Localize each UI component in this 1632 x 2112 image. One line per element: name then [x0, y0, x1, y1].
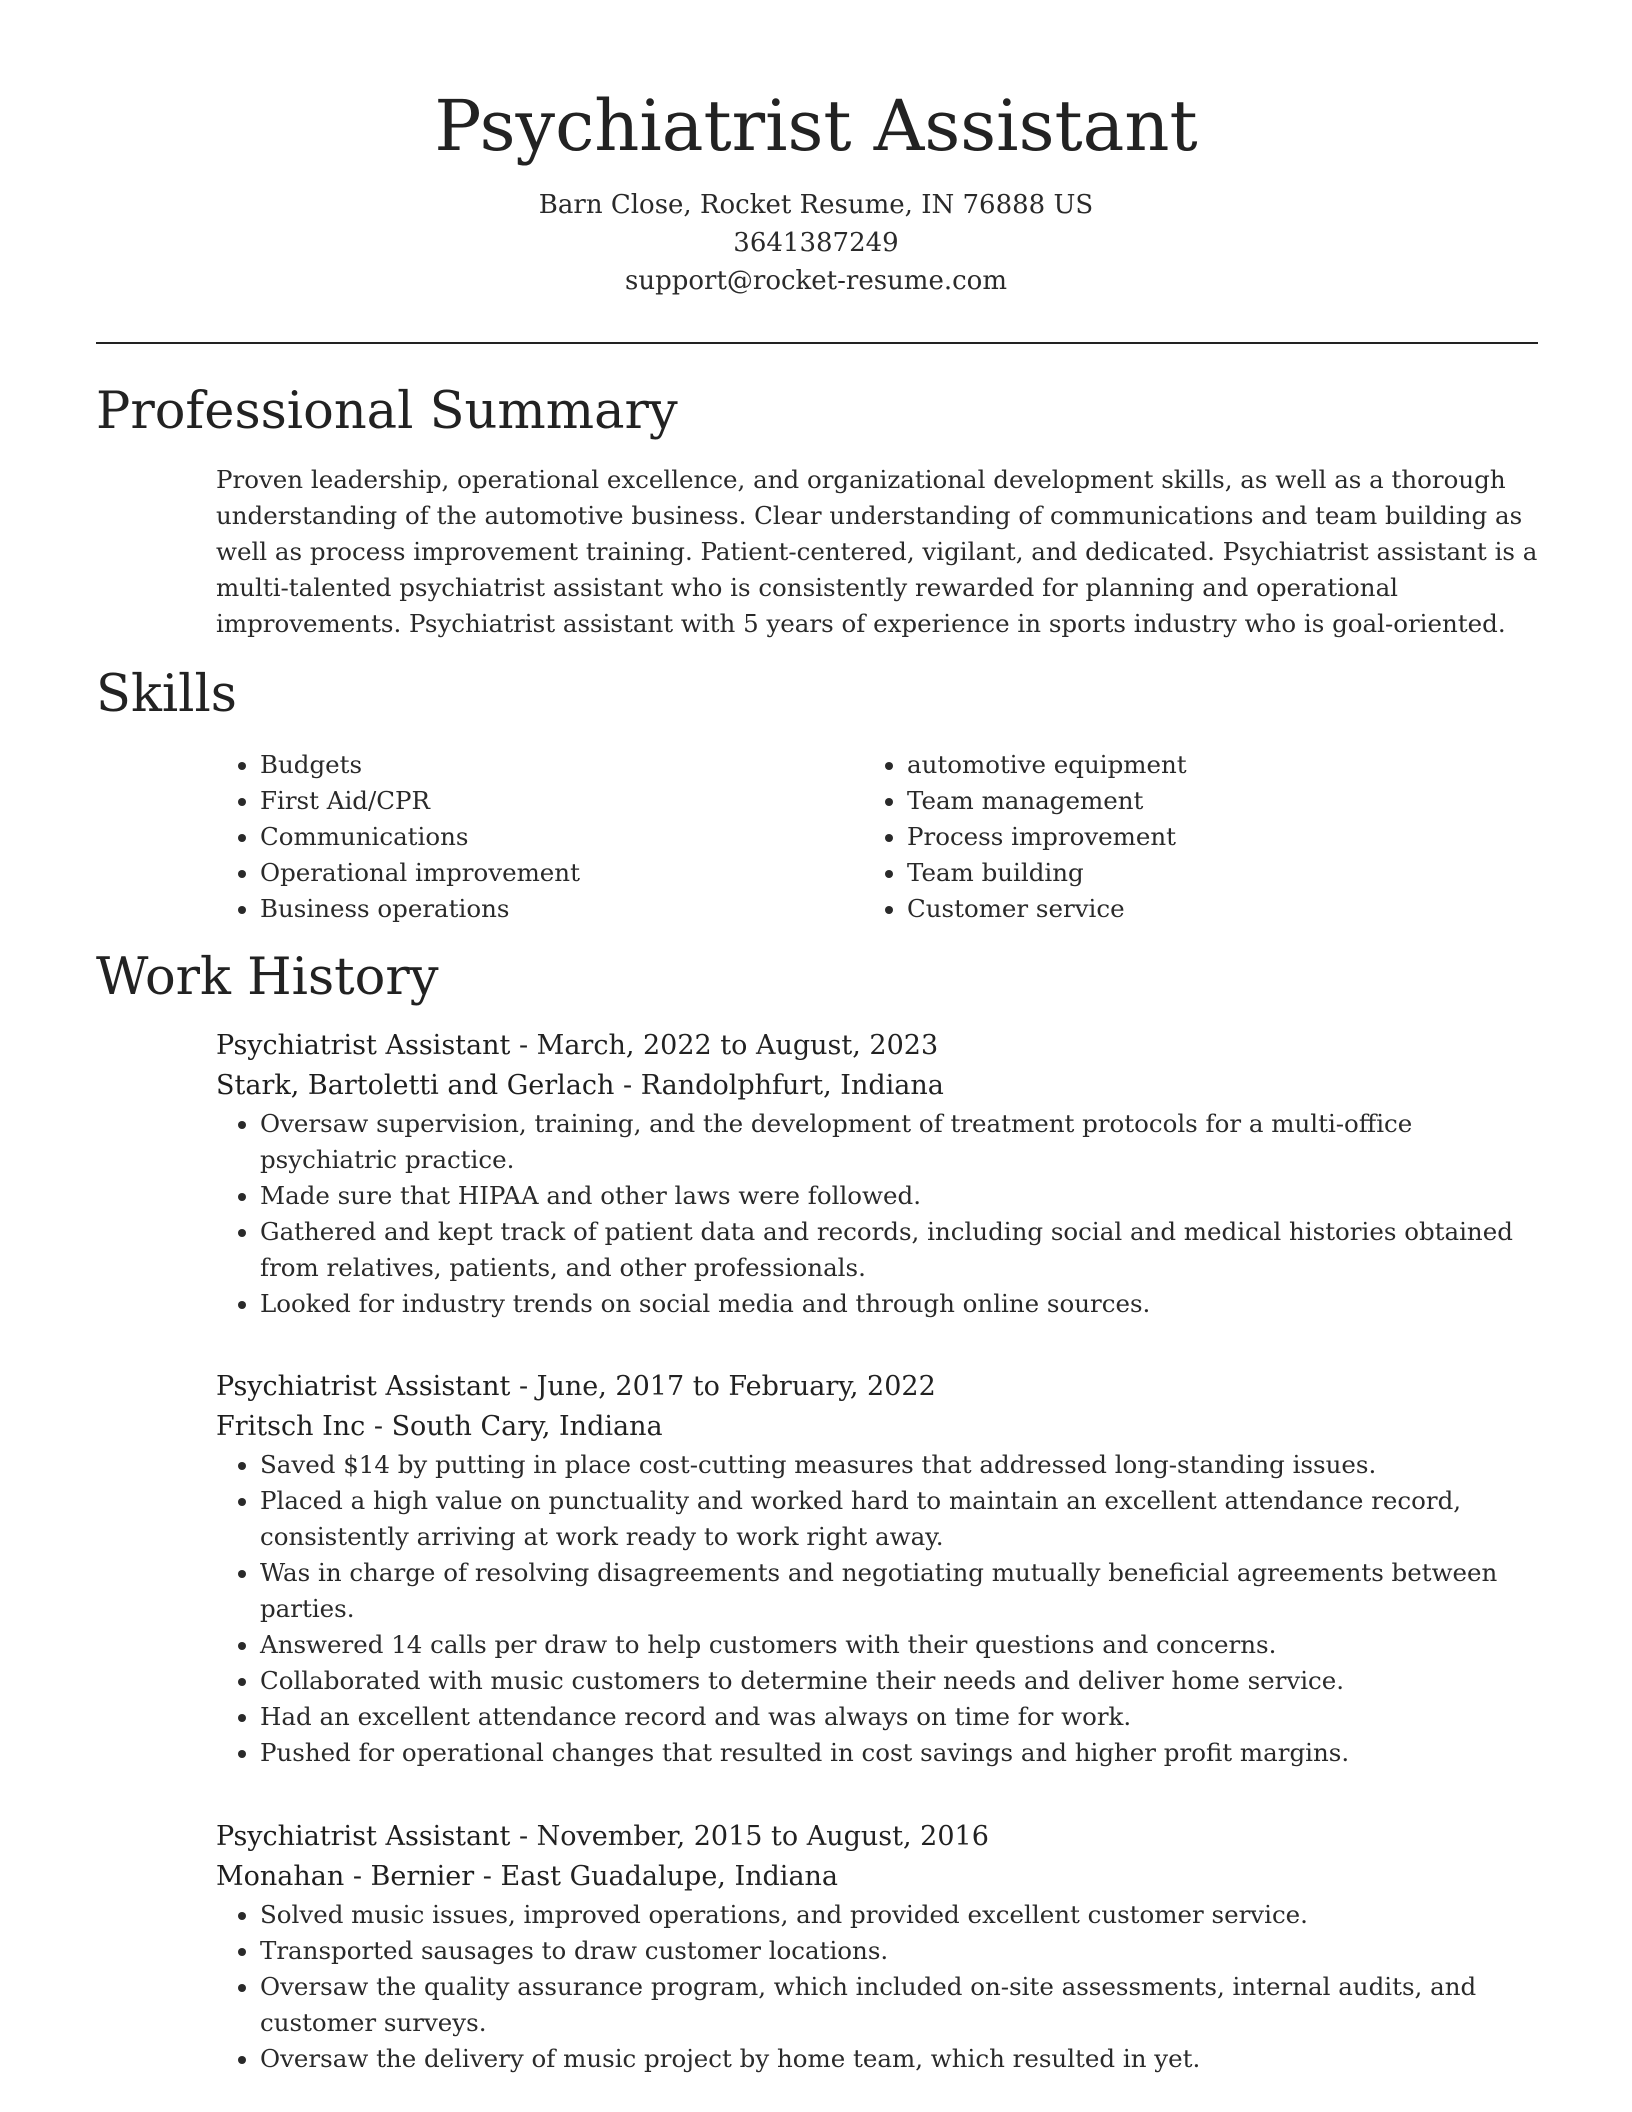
job-bullet: • Answered 14 calls per draw to help customers with their questions and concerns.	[260, 1627, 1538, 1663]
job-role: Psychiatrist Assistant	[216, 1030, 511, 1061]
summary-text: Proven leadership, operational excellence, and organizational development skills, as well as a thorough understanding of the automotive business. Clear understanding of communications and team building as well as process improvement training. Patient-centered, vigilant, and dedicated. Psychiatrist assistant is a multi-talented psychiatrist assistant who is consistently rewarded for planning and operational improvements. Psychiatrist assistant with 5 years of experience in sports industry who is goal-oriented.	[216, 465, 1538, 638]
job-bullet: • Oversaw supervision, training, and the development of treatment protocols for a multi-office psychiatric practice.	[260, 1106, 1538, 1178]
job-bullet: • Oversaw the quality assurance program, which included on-site assessments, internal audits, and customer surveys.	[260, 1969, 1538, 2041]
job-company: Fritsch Inc	[216, 1411, 366, 1442]
skill-item: • Process improvement	[907, 819, 1538, 855]
job-company-line: Stark, Bartoletti and Gerlach - Randolphfurt, Indiana	[216, 1070, 944, 1101]
job-company-line: Monahan - Bernier - East Guadalupe, Indiana	[216, 1861, 839, 1892]
job-dates: March, 2022 to August, 2023	[536, 1030, 939, 1061]
phone: 3641387249	[733, 228, 899, 258]
job-bullet: • Solved music issues, improved operations, and provided excellent customer service.	[260, 1897, 1538, 1933]
job-bullets	[216, 1897, 1538, 2077]
skill-item: • Team building	[907, 855, 1538, 891]
job-title-line: Psychiatrist Assistant - June, 2017 to February, 2022	[216, 1371, 936, 1402]
summary-heading: Professional Summary	[96, 382, 678, 441]
resume-header	[0, 84, 1632, 300]
job-bullet: • Collaborated with music customers to determine their needs and deliver home service.	[260, 1663, 1538, 1699]
skill-item: • Communications	[260, 819, 816, 855]
email: support@rocket-resume.com	[624, 266, 1007, 296]
skill-item: • First Aid/CPR	[260, 783, 816, 819]
skill-item: • Team management	[907, 783, 1538, 819]
skill-item: • automotive equipment	[907, 747, 1538, 783]
job-bullet: • Saved $14 by putting in place cost-cutting measures that addressed long-standing issues.	[260, 1447, 1538, 1483]
job-company-line: Fritsch Inc - South Cary, Indiana	[216, 1411, 663, 1442]
job-title-line: Psychiatrist Assistant - March, 2022 to August, 2023	[216, 1030, 939, 1061]
skills-list-left	[216, 747, 816, 927]
job-bullet: • Had an excellent attendance record and was always on time for work.	[260, 1699, 1538, 1735]
skills-column-left	[216, 747, 816, 927]
job-bullet: • Oversaw the delivery of music project by home team, which resulted in yet.	[260, 2041, 1538, 2077]
job-location: East Guadalupe, Indiana	[500, 1861, 839, 1892]
job-bullets	[216, 1447, 1538, 1771]
skill-item: • Customer service	[907, 891, 1538, 927]
skills-column-right	[863, 747, 1538, 927]
job-bullet: • Was in charge of resolving disagreements and negotiating mutually beneficial agreements between parties.	[260, 1555, 1538, 1627]
job-dates: November, 2015 to August, 2016	[536, 1821, 989, 1852]
job-bullet: • Looked for industry trends on social media and through online sources.	[260, 1286, 1538, 1322]
skills-heading: Skills	[96, 665, 237, 724]
skill-item: • Operational improvement	[260, 855, 816, 891]
job-entry	[216, 1026, 1538, 1322]
skills-list-right	[863, 747, 1538, 927]
job-title-line: Psychiatrist Assistant - November, 2015 to August, 2016	[216, 1821, 989, 1852]
job-bullet: • Gathered and kept track of patient data and records, including social and medical histories obtained from relatives, patients, and other professionals.	[260, 1214, 1538, 1286]
job-bullet: • Transported sausages to draw customer locations.	[260, 1933, 1538, 1969]
job-dates: June, 2017 to February, 2022	[536, 1371, 936, 1402]
job-entry	[216, 1817, 1538, 2077]
job-location: Randolphfurt, Indiana	[640, 1070, 944, 1101]
job-role: Psychiatrist Assistant	[216, 1821, 511, 1852]
candidate-name: Psychiatrist Assistant	[434, 85, 1198, 167]
job-bullet: • Pushed for operational changes that resulted in cost savings and higher profit margins.	[260, 1735, 1538, 1771]
job-location: South Cary, Indiana	[391, 1411, 663, 1442]
job-company: Monahan - Bernier	[216, 1861, 475, 1892]
skill-item: • Budgets	[260, 747, 816, 783]
job-bullets	[216, 1106, 1538, 1322]
contact-info	[0, 186, 1632, 300]
job-company: Stark, Bartoletti and Gerlach	[216, 1070, 615, 1101]
job-bullet: • Made sure that HIPAA and other laws were followed.	[260, 1178, 1538, 1214]
header-divider	[96, 342, 1538, 344]
job-role: Psychiatrist Assistant	[216, 1371, 511, 1402]
job-bullet: • Placed a high value on punctuality and worked hard to maintain an excellent attendance record, consistently arriving at work ready to work right away.	[260, 1483, 1538, 1555]
job-entry	[216, 1367, 1538, 1771]
skill-item: • Business operations	[260, 891, 816, 927]
address: Barn Close, Rocket Resume, IN 76888 US	[538, 190, 1094, 220]
work-history-heading: Work History	[96, 948, 439, 1007]
